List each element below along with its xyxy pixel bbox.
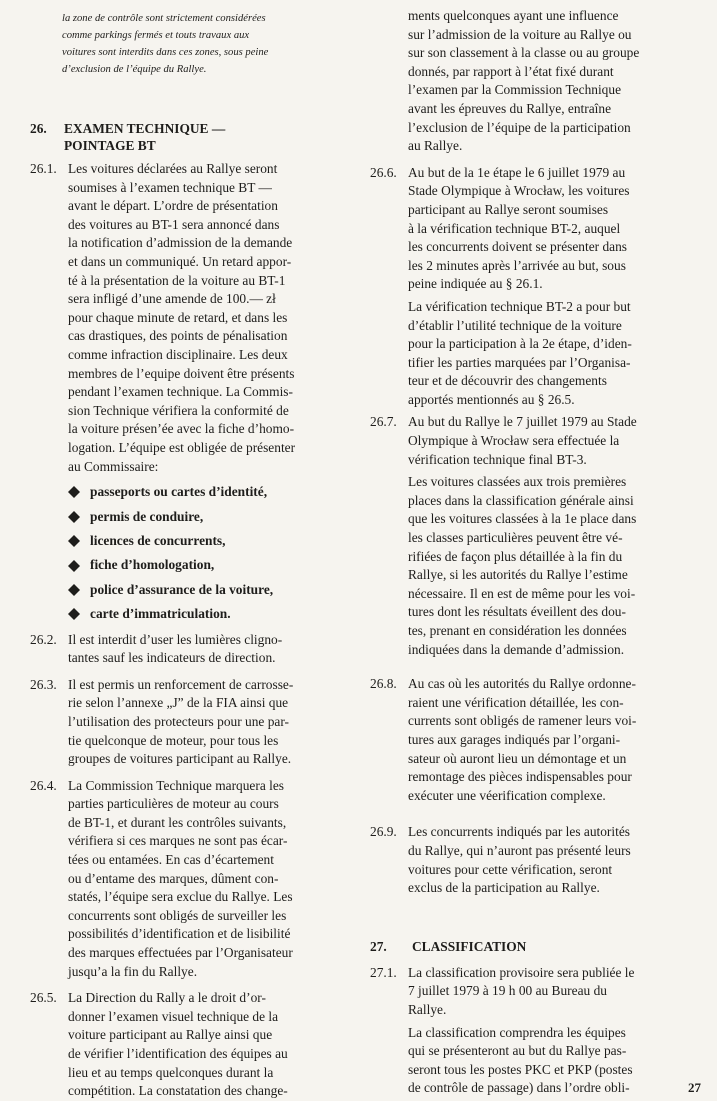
text-line: Stade Olympique à Wrocław, les voitures: [408, 183, 630, 199]
intro-note: [62, 10, 355, 78]
paragraph-number: 26.5.: [30, 990, 57, 1006]
paragraph-26-2: [30, 631, 355, 668]
text-line: Les voitures classées aux trois premières: [408, 474, 627, 490]
paragraph-text: [68, 631, 355, 668]
text-line: La Direction du Rally a le droit d’or-: [68, 990, 266, 1006]
text-line: rie selon l’annexe „J” de la FIA ainsi que: [68, 695, 289, 711]
text-line: de contrôle de passage) dans l’ordre obli-: [408, 1080, 630, 1096]
list-item-label: passeports ou cartes d’identité,: [90, 484, 268, 500]
text-line: Au but du Rallye le 7 juillet 1979 au Stade: [408, 414, 637, 430]
list-item-label: fiche d’homologation,: [90, 557, 215, 573]
paragraph-number: 26.4.: [30, 777, 57, 793]
paragraph-27-1: [370, 964, 700, 1020]
text-line: compétition. La constatation des change-: [68, 1083, 288, 1099]
diamond-bullet-icon: [68, 608, 80, 620]
text-line: l’examen par la Commission Technique: [408, 82, 622, 98]
paragraph-26-3: [30, 676, 355, 769]
diamond-bullet-icon: [68, 560, 80, 572]
text-line: Il est permis un renforcement de carrosse-: [68, 676, 294, 692]
text-line: nécessaire. Il en est de même pour les voi-: [408, 585, 636, 601]
list-item: [68, 480, 355, 504]
article-27-heading: [370, 938, 700, 955]
text-line: Les voitures déclarées au Rallye seront: [68, 161, 278, 176]
text-line: tures aux garages indiqués par l’organi-: [408, 731, 621, 747]
text-line: comme parkings fermés et touts travaux aux: [62, 30, 250, 41]
text-line: La classification provisoire sera publiée le: [408, 964, 635, 980]
text-line: lieu et au temps quelconques durant la: [68, 1064, 274, 1080]
list-item: [68, 529, 355, 553]
text-line: sera infligé d’une amende de 100.— zł: [68, 291, 276, 307]
text-line: pendant l’examen technique. La Commis-: [68, 384, 293, 400]
text-line: logation. L’équipe est obligée de présenter: [68, 439, 296, 455]
article-title: [64, 120, 225, 154]
text-line: sateur où auront lieu un démontage et un: [408, 750, 627, 766]
text-line: peine indiquée au § 26.1.: [408, 276, 543, 292]
list-item-label: licences de concurrents,: [90, 532, 226, 548]
paragraph-text: [408, 823, 700, 897]
text-line: La classification comprendra les équipes: [408, 1024, 626, 1040]
article-number: 27.: [370, 938, 387, 954]
text-line: jusqu’a la fin du Rallye.: [68, 963, 198, 979]
text-line: membres de l’equipe doivent être présents: [68, 365, 295, 381]
text-line: tées ou entamées. En cas d’écartement: [68, 852, 274, 868]
paragraph-26-9: [370, 823, 700, 897]
diamond-bullet-icon: [68, 511, 80, 523]
text-line: 7 juillet 1979 à 19 h 00 au Bureau du: [408, 983, 607, 999]
text-line: au Rallye.: [408, 138, 463, 154]
article-title: CLASSIFICATION: [412, 938, 527, 954]
text-line: l’utilisation des protecteurs pour une par-: [68, 713, 289, 729]
text-line: apportés mentionnés au § 26.5.: [408, 391, 575, 407]
text-line: les concurrents doivent se présenter dans: [408, 239, 628, 255]
text-line: Les concurrents indiqués par les autorités: [408, 824, 630, 840]
list-item: [68, 602, 355, 626]
text-line: l’exclusion de l’équipe de la participation: [408, 119, 631, 135]
text-line: à la vérification technique BT-2, auquel: [408, 220, 621, 236]
paragraph-26-5-continued: [370, 7, 700, 156]
list-item-label: carte d’immatriculation.: [90, 606, 231, 622]
text-line: statés, l’équipe sera exclue du Rallye. Les: [68, 889, 293, 905]
text-line: ou d’entame des marques, dûment con-: [68, 870, 279, 886]
text-line: vérifiera si ces marques ne sont pas écar-: [68, 833, 288, 849]
paragraph-text: [408, 675, 700, 805]
text-line: que les voitures classées à la 1e place dans: [408, 511, 637, 527]
text-line: té à la présentation de la voiture au BT-1: [68, 272, 286, 288]
text-line: Il est interdit d’user les lumières cligno-: [68, 631, 283, 647]
text-line: tie quelconque de moteur, pour tous les: [68, 732, 279, 748]
text-line: parties particulières de moteur au cours: [68, 796, 279, 812]
text-line: voitures sont interdits dans ces zones, sous peine: [62, 47, 269, 58]
text-line: et dans un communiqué. Un retard appor-: [68, 253, 292, 269]
text-line: places dans la classification générale ainsi: [408, 492, 634, 508]
text-line: exclus de la participation au Rallye.: [408, 880, 600, 896]
text-line: possibilités d’identification et de lisibilité: [68, 926, 291, 942]
diamond-bullet-icon: [68, 584, 80, 596]
paragraph-26-4: [30, 777, 355, 982]
paragraph-26-7-detail: [370, 473, 700, 659]
text-line: sur son classement à la classe ou au groupe: [408, 45, 640, 61]
text-line: Au cas où les autorités du Rallye ordonne-: [408, 676, 636, 692]
paragraph-text: [408, 164, 700, 294]
left-column: [30, 0, 355, 1101]
text-line: currents sont obligés de ramener leurs voi-: [408, 713, 637, 729]
text-line: tantes sauf les indicateurs de direction.: [68, 650, 276, 666]
page-number: 27: [688, 1080, 701, 1095]
text-line: des voitures au BT-1 sera annoncé dans: [68, 216, 280, 232]
text-line: sur l’admission de la voiture au Rallye ou: [408, 26, 632, 42]
text-line: exécuter une véerification complexe.: [408, 787, 606, 803]
paragraph-number: 26.3.: [30, 676, 57, 692]
paragraph-26-5: [30, 989, 355, 1101]
text-line: de vérifier l’identification des équipes au: [68, 1046, 288, 1061]
paragraph-number: 26.1.: [30, 161, 57, 176]
paragraph-text: [408, 964, 700, 1020]
paragraph-number: 26.6.: [370, 164, 397, 180]
text-line: Olympique à Wrocław sera effectuée la: [408, 433, 620, 449]
text-line: Rallye.: [408, 1001, 447, 1017]
list-item: [68, 505, 355, 529]
text-line: avant les épreuves du Rallye, entraîne: [408, 100, 612, 116]
paragraph-text: [408, 413, 700, 469]
text-line: au Commissaire:: [68, 458, 159, 474]
text-line: indiquées dans la demande d’admission.: [408, 641, 625, 657]
text-line: La vérification technique BT-2 a pour but: [408, 298, 631, 314]
paragraph-number: 26.8.: [370, 676, 397, 692]
text-line: voitures pour cette vérification, seront: [408, 861, 613, 877]
text-line: cas drastiques, des points de pénalisation: [68, 328, 288, 344]
text-line: participant au Rallye seront soumises: [408, 201, 609, 217]
text-line: concurrents sont obligés de surveiller les: [68, 907, 287, 923]
paragraph-26-6: [370, 164, 700, 294]
text-line: remontage des pièces indispensables pour: [408, 769, 632, 785]
paragraph-26-7: [370, 413, 700, 469]
text-line: comme infraction disciplinaire. Les deux: [68, 346, 288, 362]
text-line: tifier les parties marquées par l’Organisa-: [408, 354, 631, 370]
text-line: les 2 minutes après l’arrivée au but, sous: [408, 257, 626, 273]
text-line: qui se présenteront au but du Rallye pas-: [408, 1043, 627, 1059]
text-line: ments quelconques ayant une influence: [408, 8, 619, 23]
list-item-label: permis de conduire,: [90, 508, 204, 524]
paragraph-text: [68, 160, 355, 476]
paragraph-26-1: [30, 160, 355, 476]
paragraph-26-8: [370, 675, 700, 805]
text-line: du Rallye, qui n’auront pas présenté leurs: [408, 842, 631, 858]
title-line: POINTAGE BT: [64, 138, 156, 153]
right-column: [370, 0, 700, 1098]
document-checklist: [68, 480, 355, 626]
text-line: raient une vérification détaillée, les con-: [408, 694, 624, 710]
article-26-heading: [30, 120, 355, 154]
paragraph-text: [68, 676, 355, 769]
text-line: de BT-1, et durant les contrôles suivants,: [68, 814, 287, 830]
text-line: les classes particulières peuvent être vé-: [408, 530, 623, 546]
text-line: seront tous les postes PKC et PKP (postes: [408, 1061, 633, 1077]
diamond-bullet-icon: [68, 486, 80, 498]
paragraph-number: 26.7.: [370, 414, 397, 430]
article-number: 26.: [30, 121, 47, 136]
text-line: soumises à l’examen technique BT —: [68, 179, 272, 195]
text-line: donnés, par rapport à l’état fixé durant: [408, 63, 614, 79]
text-line: teur et de découvrir des changements: [408, 373, 607, 389]
list-item: [68, 553, 355, 577]
text-line: des marques effectuées par l’Organisateur: [68, 945, 293, 961]
text-line: Rallye, si les autorités du Rallye l’estime: [408, 567, 628, 583]
paragraph-text: [68, 777, 355, 982]
text-line: groupes de voitures participant au Rallye.: [68, 751, 292, 767]
paragraph-number: 26.9.: [370, 824, 397, 840]
text-line: avant le départ. L’ordre de présentation: [68, 198, 278, 214]
text-line: la voiture présen’ée avec la fiche d’homo-: [68, 421, 295, 437]
text-line: d’établir l’utilité technique de la voiture: [408, 317, 622, 333]
text-line: Au but de la 1e étape le 6 juillet 1979 au: [408, 164, 626, 180]
paragraph-text: [68, 989, 355, 1101]
text-line: rifiées de façon plus détaillée à la fin du: [408, 548, 623, 564]
text-line: sion Technique vérifiera la conformité de: [68, 402, 289, 418]
text-line: vérification technique final BT-3.: [408, 451, 587, 467]
text-line: voiture participant au Rallye ainsi que: [68, 1027, 273, 1043]
paragraph-number: 27.1.: [370, 964, 397, 980]
text-line: la notification d’admission de la demande: [68, 235, 293, 251]
list-item-label: police d’assurance de la voiture,: [90, 581, 274, 597]
paragraph-26-6-detail: [370, 298, 700, 410]
text-line: tures dont les résultats éveillent des dou-: [408, 604, 626, 620]
text-line: d’exclusion de l’équipe du Rallye.: [62, 64, 207, 75]
paragraph-number: 26.2.: [30, 631, 57, 647]
text-line: La Commission Technique marquera les: [68, 777, 284, 793]
text-line: tes, prenant en considération les données: [408, 623, 627, 638]
text-line: donner l’examen visuel technique de la: [68, 1008, 279, 1024]
paragraph-27-1-detail: [370, 1024, 700, 1098]
diamond-bullet-icon: [68, 535, 80, 547]
text-line: pour la participation à la 2e étape, d’iden-: [408, 336, 632, 352]
title-line: EXAMEN TECHNIQUE —: [64, 121, 226, 136]
text-line: pour chaque minute de retard, et dans les: [68, 309, 288, 325]
list-item: [68, 578, 355, 602]
text-line: la zone de contrôle sont strictement considérées: [62, 13, 266, 24]
